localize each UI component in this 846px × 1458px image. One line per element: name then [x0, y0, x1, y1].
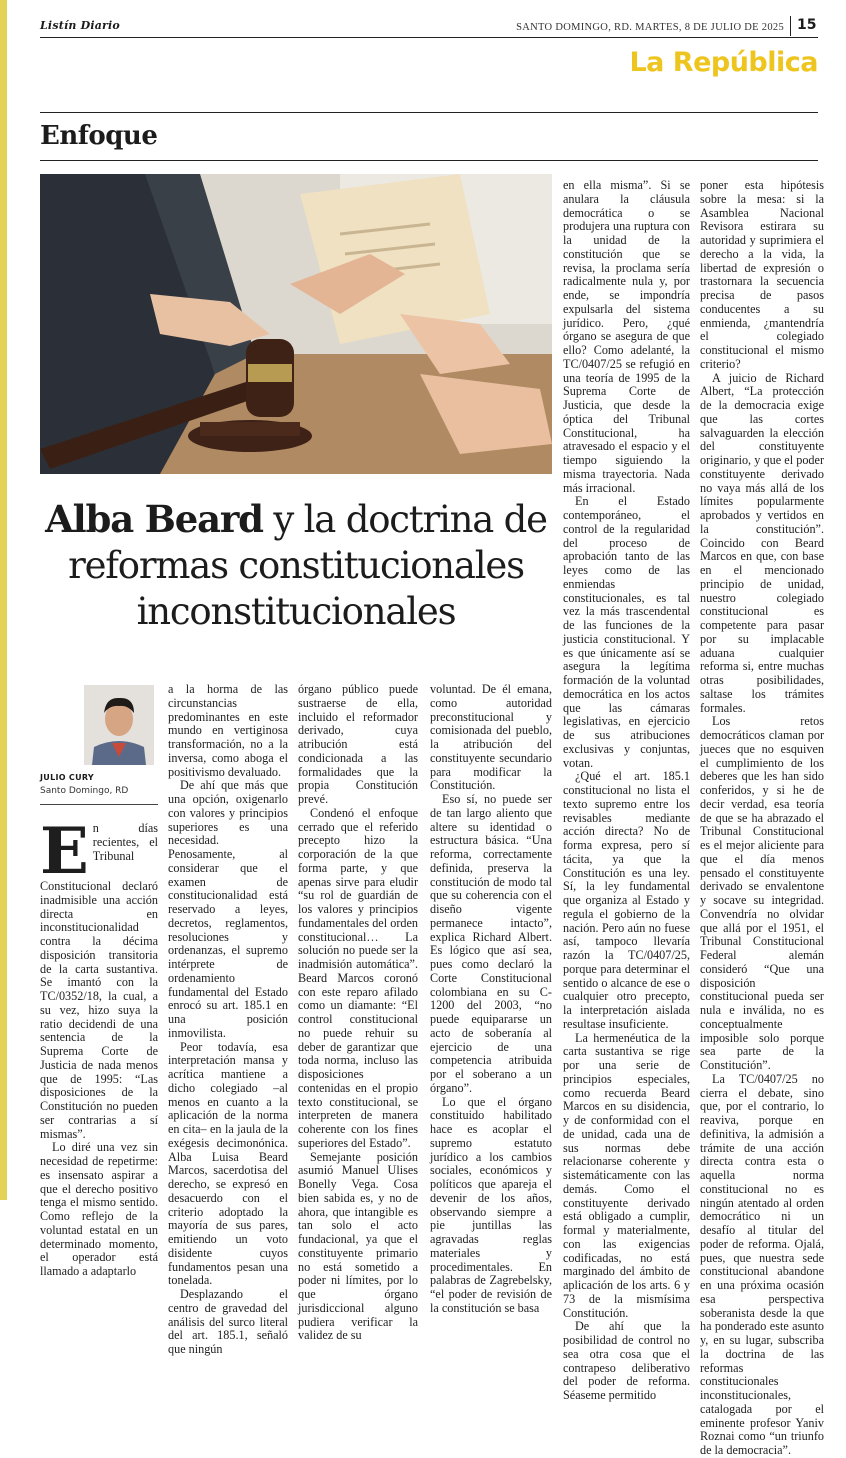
paragraph: La TC/0407/25 no cierra el debate, sino que, por el contrario, lo reaviva, porque en definitiva, la admisión a trámite de una acción directa contra esta o aquella norma constitucional no es ningún atentado al orden democrático ni un desafío al titular del poder de reforma. Ojalá, pues, que nuestra sede constitucional abandone en una próxima ocasión esa perspectiva soberanista desde la que ha ponderado este asunto y, en su lugar, subscriba la doctrina de las reformas constitucionales inconstitucionales, catalogada por el eminente profesor Yaniv Roznai como “un triunfo de la democracia”. — [700, 1071, 824, 1457]
paragraph: a la horma de las circunstancias predominantes en este mundo en vertiginosa transformación, no a la inversa, como aboga el positivismo devaluado. — [168, 682, 288, 779]
headline-name: Alba Beard — [45, 497, 263, 541]
dateline: SANTO DOMINGO, RD. MARTES, 8 DE JULIO DE 2025 — [516, 22, 784, 33]
paragraph: Desplazando el centro de gravedad del análisis del surco literal del art. 185.1, señaló que ningún — [168, 1287, 288, 1356]
paragraph: En el Estado contemporáneo, el control de la regularidad del proceso de aprobación tanto de las leyes como de las enmiendas constitucionales, es tal vez la más trascendental de las funciones de la justicia constitucional. Y es que únicamente así se asegura la legítima formación de la voluntad democrática en los actos que las cámaras legislativas, en ejercicio de sus atribuciones exclusivas y conjuntas, votan. — [563, 494, 690, 770]
paragraph: poner esta hipótesis sobre la mesa: si la Asamblea Nacional Revisora estirara su autoridad y suprimiera el derecho a la vida, la libertad de expresión o trastornara la secuencia precisa de pasos conducentes a su enmienda, ¿mantendría el colegiado constitucional el mismo criterio? — [700, 178, 824, 371]
author-portrait — [84, 685, 154, 765]
article-column-2 — [168, 682, 288, 1356]
article-column-5 — [563, 178, 690, 1402]
paragraph: La hermenéutica de la carta sustantiva se rige por una serie de principios especiales, como recuerda Beard Marcos en su disidencia, y de conformidad con el de unidad, cada una de sus normas debe relacionarse coherente y sistemáticamente con las demás. Como el constituyente derivado está obligado a cumplir, formal y materialmente, con las exigencias codificadas, no está marginado del ámbito de aplicación de los arts. 6 y 73 de la mismísima Constitución. — [563, 1030, 690, 1320]
paragraph: Eso sí, no puede ser de tan largo aliento que altere su identidad o estructura básica. “Una reforma, correctamente definida, preserva la constitución de modo tal que su coherencia con el diseño vigente permanece intacto”, explica Richard Albert. Es lógico que así sea, pues como declaró la Corte Constitucional colombiana en su C-1200 del 2003, “no puede equipararse un acto de soberanía al ejercicio de una competencia atribuida por el soberano a un órgano”. — [430, 792, 552, 1095]
paragraph: órgano público puede sustraerse de ella, incluido el reformador derivado, cuya atribución está condicionada a las formalidades que la propia Constitución prevé. — [298, 682, 418, 806]
article-column-1 — [40, 814, 158, 1278]
accent-bar — [0, 0, 7, 1200]
paragraph: Lo diré una vez sin necesidad de repetirme: es insensato aspirar a que el derecho positivo tenga el mismo sentido. Como reflejo de la voluntad estatal en un determinado momento, el operador está llamado a adaptarlo — [40, 1140, 158, 1278]
drop-cap: E — [40, 814, 89, 889]
article-photo — [40, 174, 552, 474]
headline-rest: y la doctrina de reformas constitucionales inconstitucionales — [68, 498, 547, 633]
article-column-4 — [430, 682, 552, 1315]
paragraph: Condenó el enfoque cerrado que el referido precepto hizo la corporación de la que forma parte, y que apenas sirve para eludir “su rol de guardián de los valores y principios fundamentales del orden constitucional… La solución no puede ser la inadmisión automática”. Beard Marcos coronó con este reparo afilado como un diamante: “El control constitucional no puede rehuir su deber de garantizar que toda norma, incluso las disposiciones contenidas en el propio texto constitucional, se interpreten de manera coherente con los fines superiores del Estado”. — [298, 805, 418, 1150]
paragraph: n días recientes, el Tribunal Constitucional declaró inadmisible una acción directa en inconstitucionalidad contra la décima disposición transitoria de la carta sustantiva. Se imantó con la TC/0352/18, la cual, a su vez, hizo suya la ratio decidendi de una sentencia de la Suprema Corte de Justicia de nada menos que de 1995: “Las disposiciones de la Constitución no pueden ser contrarias a sí mismas”. — [40, 821, 158, 1141]
paragraph: Peor todavía, esa interpretación mansa y acrítica mantiene a dicho colegiado –al menos en cuanto a la aplicación de la norma en cita– en la jaula de la exégesis decimonónica. Alba Luisa Beard Marcos, sacerdotisa del derecho, se expresó en desacuerdo con el criterio adoptado la mayoría de sus pares, emitiendo un voto disidente cuyos fundamentos pesan una tonelada. — [168, 1039, 288, 1288]
article-headline — [40, 496, 552, 635]
paragraph: Semejante posición asumió Manuel Ulises Bonelly Vega. Cosa bien sabida es, y no de ahora, que intangible es tan solo el acto fundacional, ya que el constituyente primario no está sometido a poder ni límites, por lo que órgano jurisdiccional alguno pudiera verificar la validez de su — [298, 1149, 418, 1343]
paragraph: De ahí que la posibilidad de control no sea otra cosa que el contrapeso deliberativo del poder de reforma. Séaseme permitido — [563, 1319, 690, 1402]
kicker-label: Enfoque — [40, 121, 158, 151]
page-number: 15 — [797, 17, 817, 33]
page-number-divider — [790, 16, 791, 36]
article-column-3 — [298, 682, 418, 1343]
header-rule — [40, 37, 818, 38]
section-title: La República — [629, 47, 818, 78]
paragraph: Los retos democráticos claman por jueces que no esquiven el cumplimiento de los deberes que les han sido conferidos, y si he de decir verdad, esa teoría de que se ha abrazado el Tribunal Constitucional es el mejor aliciente para que el día menos pensado el constituyente derivado se envalentone y socave su integridad. Convendría no olvidar que allá por el 1951, el Tribunal Constitucional Federal alemán consideró “Que una disposición constitucional pueda ser nula e inválida, no es conceptualmente imposible solo porque sea parte de la Constitución”. — [700, 714, 824, 1072]
paragraph: en ella misma”. Si se anulara la cláusula democrática o se produjera una ruptura con la unidad de la constitución que se revisa, la proclama sería radicalmente nula y, por ende, se impondría expulsarla del sistema jurídico. Pero, ¿qué órgano se asegura de que ello? Como adelanté, la TC/0407/25 se refugió en una teoría de 1995 de la Suprema Corte de Justicia, que desde la óptica del Tribunal Constitucional, ha atravesado el espacio y el tiempo siguiendo la misma trayectoria. Nada más irracional. — [563, 178, 690, 495]
paragraph: A juicio de Richard Albert, “La protección de la democracia exige que las cortes salvaguarden la elección del constituyente originario, y que el poder constituyente derivado no vaya más allá de los límites popularmente aprobados y vertidos en la constitución”. Coincido con Beard Marcos en que, con base en el mencionado principio de unidad, nuestro colegiado constitucional es competente para pasar por su implacable aduana cualquier reforma si, entre muchas otras posibilidades, saltase los trámites formales. — [700, 370, 824, 715]
paragraph: Lo que el órgano constituido habilitado hace es acoplar el supremo estatuto jurídico a los cambios sociales, económicos y políticos que apareja el devenir de los años, observando siempre a pie juntillas las agravadas reglas materiales y procedimentales. En palabras de Zagrebelsky, “el poder de revisión de la constitución se basa — [430, 1094, 552, 1315]
paragraph: De ahí que más que una opción, oxigenarlo con valores y principios superiores es una necesidad. Penosamente, al considerar que el examen de constitucionalidad está reservado a leyes, decretos, reglamentos, resoluciones y ordenanzas, el supremo intérprete de ordenamiento fundamental del Estado enrocó su art. 185.1 en una posición inmovilista. — [168, 778, 288, 1040]
author-name: JULIO CURY — [40, 773, 95, 782]
kicker-top-rule — [40, 112, 818, 113]
author-location: Santo Domingo, RD — [40, 786, 129, 796]
author-rule — [40, 804, 158, 805]
kicker-bottom-rule — [40, 160, 818, 161]
newspaper-masthead: Listín Diario — [40, 19, 120, 32]
avatar — [84, 685, 154, 765]
paragraph: ¿Qué el art. 185.1 constitucional no lista el texto supremo entre los revisables mediante acción directa? No de forma expresa, pero sí tácita, ya que la Constitución es una ley. Sí, la ley fundamental que organiza al Estado y regula el gobierno de la nación. Pero aún no fuese así, tampoco llevaría razón la TC/0407/25, porque para determinar el sentido o alcance de ese o cualquier otro precepto, la interpretación aislada resultase insuficiente. — [563, 769, 690, 1031]
paragraph: voluntad. De él emana, como autoridad preconstitucional y comisionada del pueblo, la atribución del constituyente secundario para modificar la Constitución. — [430, 682, 552, 793]
gavel-photo-illustration — [40, 174, 552, 474]
article-column-6 — [700, 178, 824, 1457]
